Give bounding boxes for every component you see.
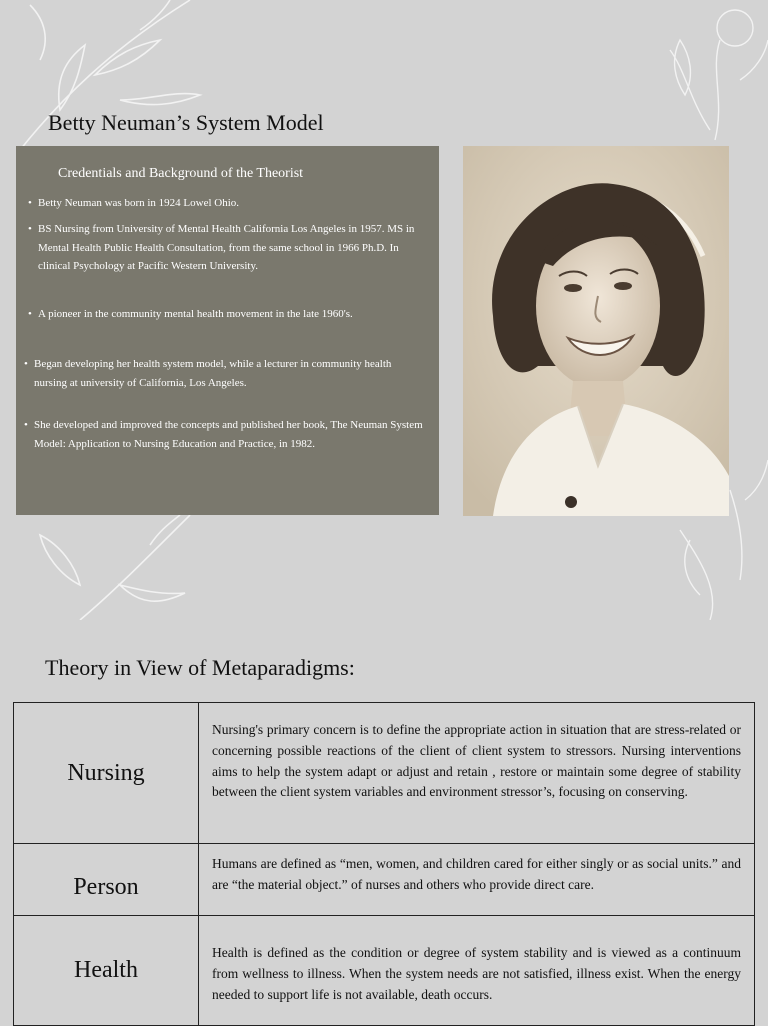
bullet-item [28,305,423,324]
bullet-item [24,416,424,453]
definition-person [199,844,755,916]
term-person: Person [14,844,199,916]
bullet-symbol: • [28,197,32,209]
slide-title: Betty Neuman’s System Model [48,110,324,135]
leaf-decoration-mid-left-icon [20,515,200,620]
leaf-decoration-top-right-icon [640,0,768,160]
bullet-item [28,220,423,276]
bullet-item [24,355,424,392]
metaparadigms-title: Theory in View of Metaparadigms: [45,655,355,680]
table-row [14,844,755,916]
bullet-text: Began developing her health system model, while a lecturer in community health nursing at university of California, Los Angeles. [34,358,392,389]
bullet-text: She developed and improved the concepts and published her book, The Neuman System Model: Application to Nursing Education and Practice, in 1982. [34,419,423,450]
bullet-text: A pioneer in the community mental health movement in the late 1960's. [38,308,353,320]
bullet-text: BS Nursing from University of Mental Health California Los Angeles in 1957. MS in Mental Health Public Health Consultation, from the same school in 1966 Ph.D. In clinical Psychology at Pacific Western University. [38,223,415,272]
bullet-text: Betty Neuman was born in 1924 Lowel Ohio. [38,197,240,209]
bullet-symbol: • [24,358,28,370]
bullet-symbol: • [28,223,32,235]
definition-text: Humans are defined as “men, women, and children cared for either singly or as social units.” and are “the material object.” of nurses and others who provide direct care. [212,856,741,892]
theorist-portrait-photo [463,146,729,516]
bullet-item [28,194,418,213]
definition-text: Health is defined as the condition or degree of system stability and is viewed as a continuum from wellness to illness. When the system needs are not satisfied, illness exist. When the energy needed to support life is not available, death occurs. [212,945,741,1002]
portrait-illustration [463,146,729,516]
bullet-symbol: • [24,419,28,431]
table-row [14,703,755,844]
bullet-symbol: • [28,308,32,320]
background-info-panel [16,146,439,515]
definition-health [199,916,755,1026]
table-row [14,916,755,1026]
definition-text: Nursing's primary concern is to define the appropriate action in situation that are stress-related or concerning possible reactions of the client of client system to stressors. Nursing interventions aims to help the system adapt or adjust and retain , restore or maintain some degree of stability between the client system variables and environment stressor’s, focusing on conserving. [212,722,741,800]
background-panel-heading: Credentials and Background of the Theorist [58,166,304,181]
term-nursing: Nursing [14,703,199,844]
metaparadigms-table [13,702,755,1026]
term-health: Health [14,916,199,1026]
definition-nursing [199,703,755,844]
